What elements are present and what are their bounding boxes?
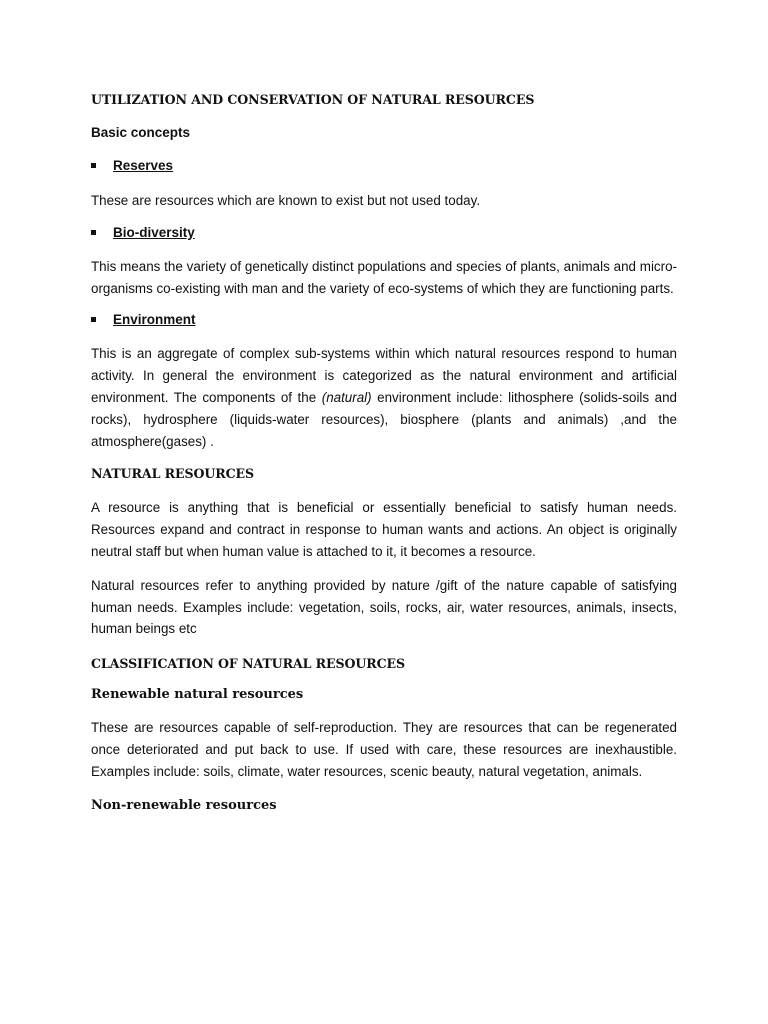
renewable-text: These are resources capable of self-reproduction. They are resources that can be regenerated once deteriorated and put back to use. If used with care, these resources are inexhaustible. Examples include: soils, climate, water resources, scenic beauty, natural vegetation, animals. <box>91 720 677 779</box>
biodiversity-bullet <box>91 225 677 240</box>
reserves-text: These are resources which are known to exist but not used today. <box>91 193 481 208</box>
natural-resources-heading: NATURAL RESOURCES <box>91 466 255 482</box>
basic-concepts-heading: Basic concepts <box>91 125 191 140</box>
natural-resources-para-2: Natural resources refer to anything provided by nature /gift of the nature capable of satisfying human needs. Examples include: vegetation, soils, rocks, air, water resources, animals, insects, human beings etc <box>91 577 677 637</box>
square-bullet-icon <box>91 163 96 168</box>
environment-text-end: environment include: lithosphere (solids-soils and rocks), hydrosphere (liquids-water resources), biosphere (plants and animals) ,and the atmosphere(gases) . <box>91 389 677 449</box>
classification-heading: CLASSIFICATION OF NATURAL RESOURCES <box>91 656 406 672</box>
biodiversity-label: Bio-diversity <box>113 224 195 240</box>
environment-label: Environment <box>113 312 196 328</box>
biodiversity-text: This means the variety of genetically distinct populations and species of plants, animals and micro-organisms co-existing with man and the variety of eco-systems of which they are functioning parts. <box>91 258 677 296</box>
reserves-label: Reserves <box>113 158 174 173</box>
square-bullet-icon <box>91 230 96 235</box>
environment-text <box>91 343 677 452</box>
nonrenewable-heading: Non-renewable resources <box>91 797 277 813</box>
document-title: UTILIZATION AND CONSERVATION OF NATURAL RESOURCES <box>91 92 535 107</box>
environment-text-start: This is an aggregate of complex sub-systems within which natural resources respond to human activity. In general the environment is categorized as the natural environment and artificial environment. The components of the <box>91 346 677 405</box>
reserves-bullet <box>91 158 677 173</box>
environment-text-italic: (natural) <box>321 389 372 405</box>
document-page <box>91 92 677 813</box>
renewable-heading: Renewable natural resources <box>91 687 304 703</box>
square-bullet-icon <box>91 317 96 322</box>
environment-bullet <box>91 312 677 327</box>
natural-resources-para-1: A resource is anything that is beneficial or essentially beneficial to satisfy human needs. Resources expand and contract in response to human wants and actions. An object is originally neutral staff but when human value is attached to it, it becomes a resource. <box>91 500 677 559</box>
